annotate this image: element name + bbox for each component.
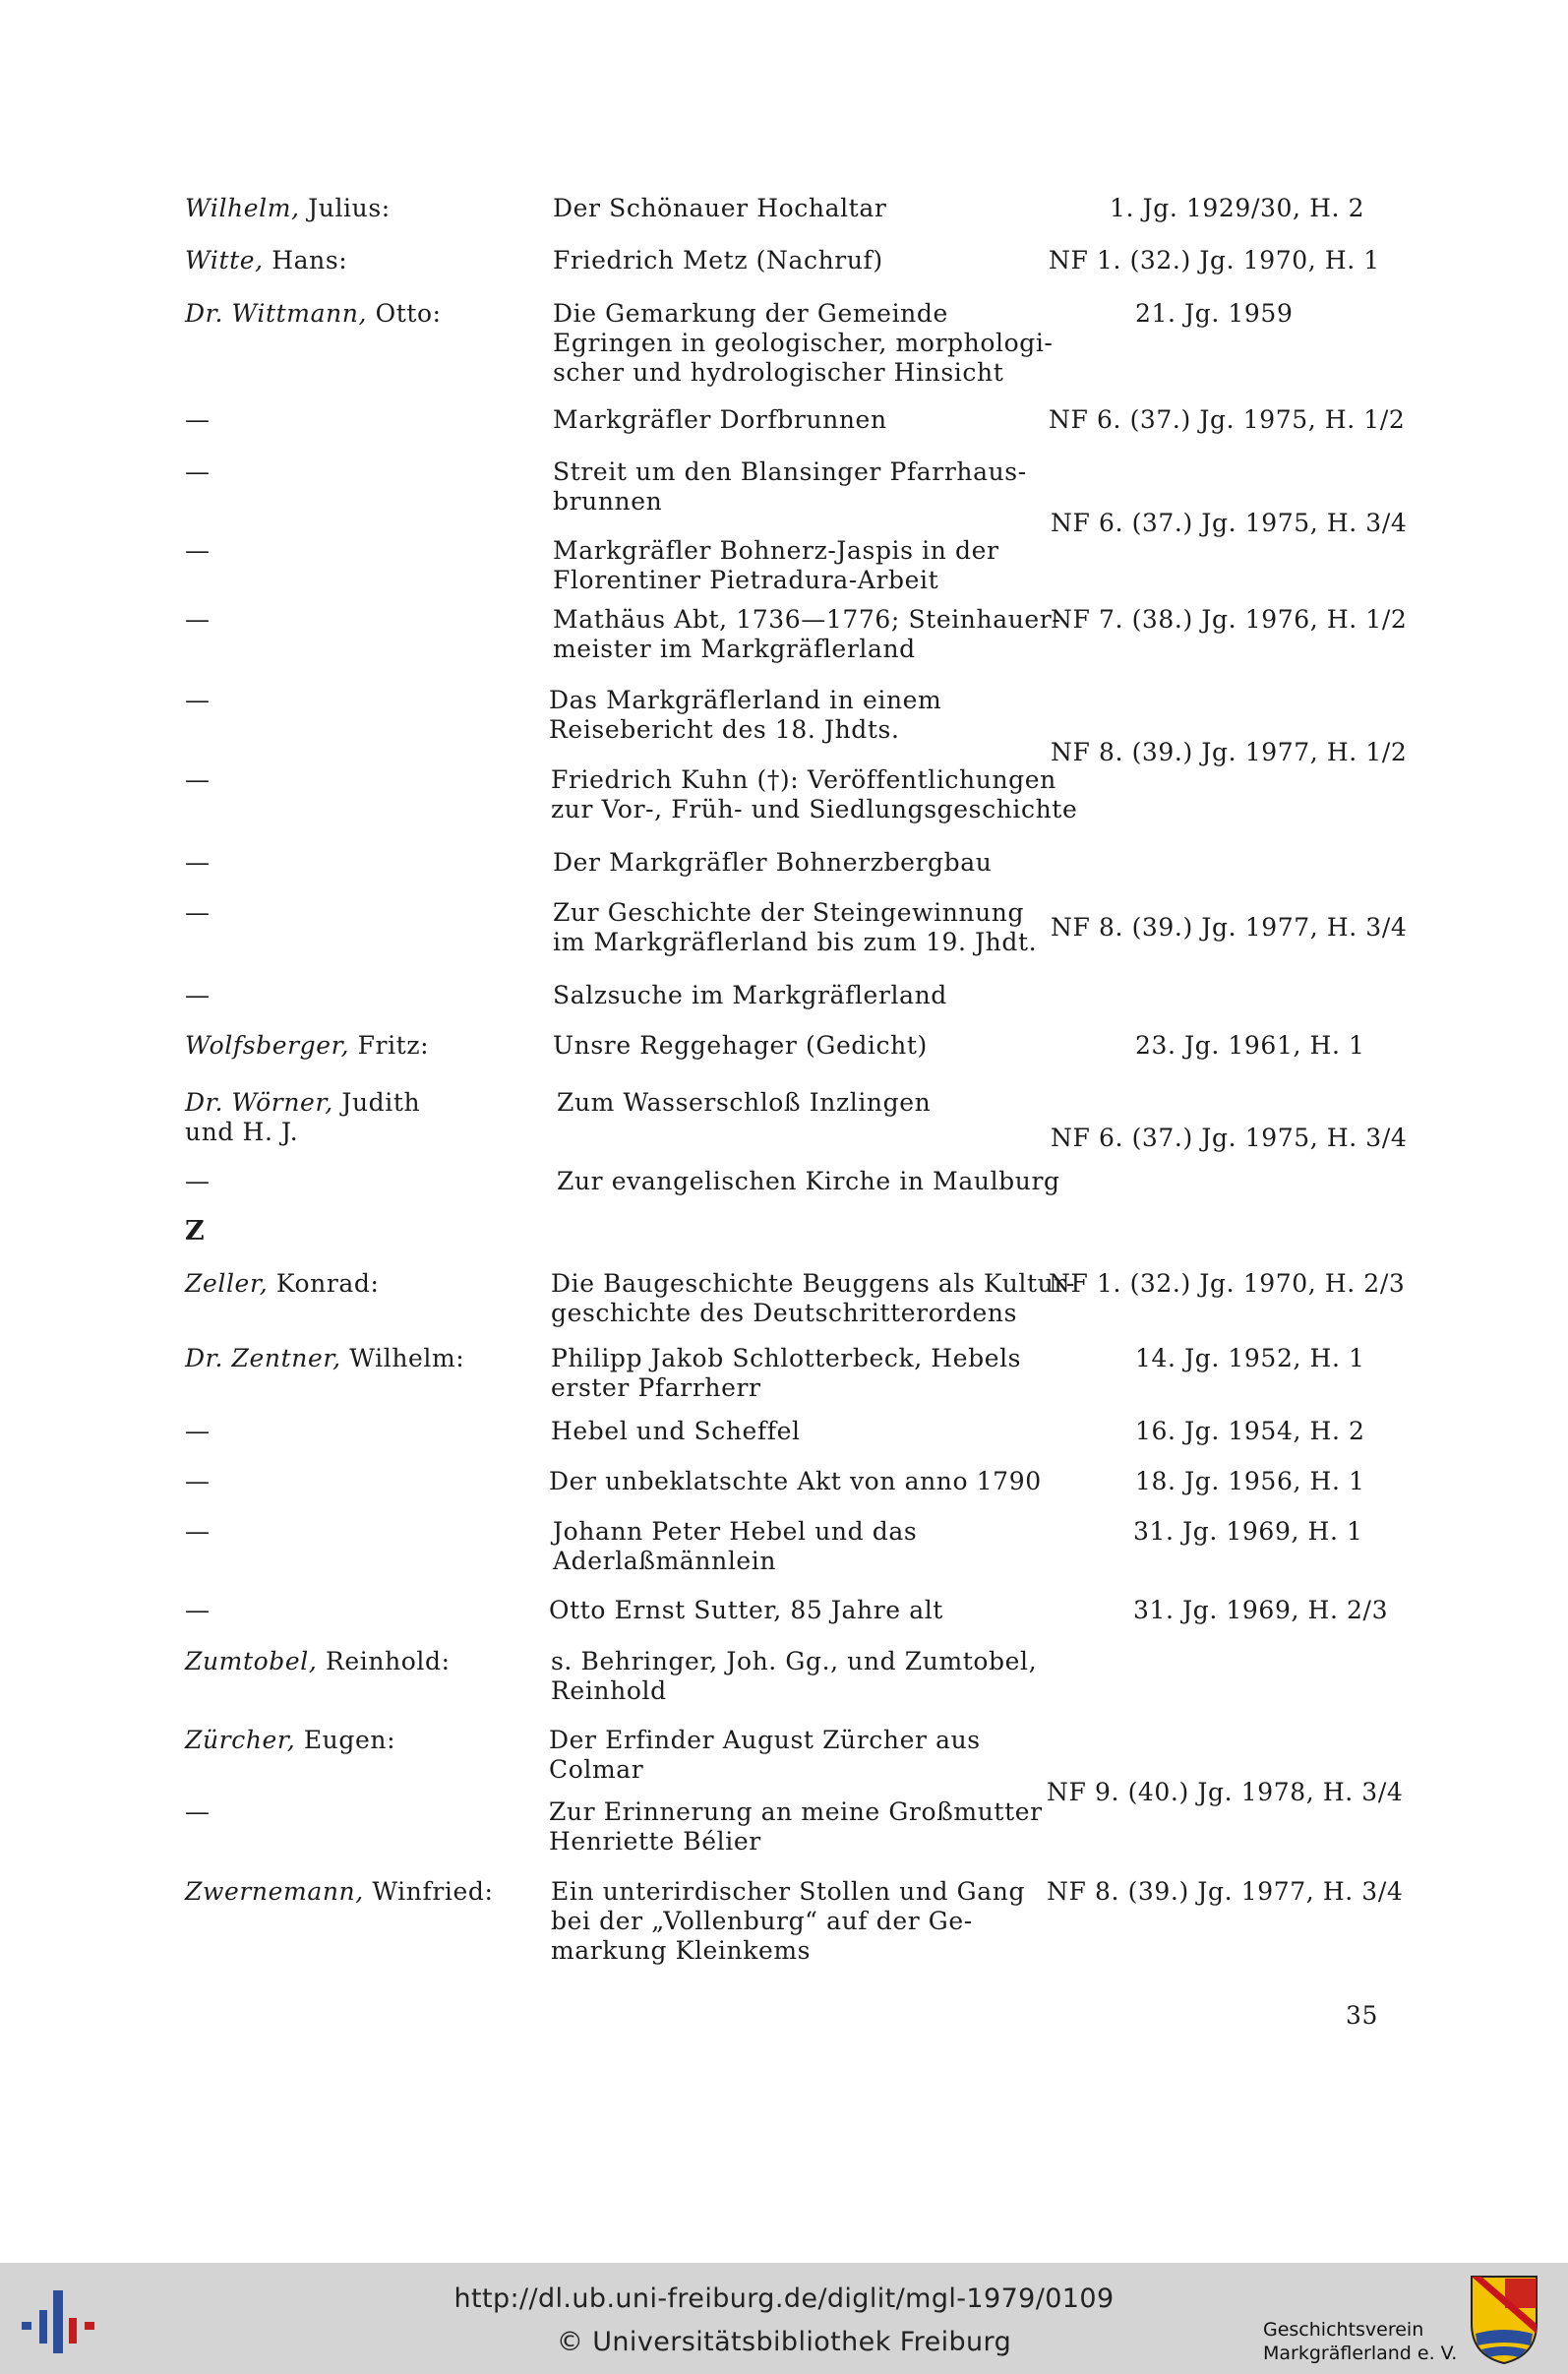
- author-given-name: Hans:: [271, 246, 348, 274]
- author-name: [185, 1647, 539, 1676]
- author-given-name: Winfried:: [372, 1877, 494, 1906]
- ditto-dash: —: [185, 457, 211, 486]
- article-title: Der unbeklatschte Akt von anno 1790: [549, 1467, 1042, 1495]
- title-line: Die Gemarkung der Gemeinde: [553, 299, 948, 328]
- author-surname: Zumtobel,: [185, 1647, 318, 1675]
- title-line: meister im Markgräflerland: [553, 635, 916, 663]
- society-name: [1263, 2318, 1457, 2365]
- title-line: Die Baugeschichte Beuggens als Kultur-: [551, 1269, 1075, 1298]
- title-line: s. Behringer, Joh. Gg., und Zumtobel,: [551, 1647, 1038, 1675]
- ditto-dash: —: [185, 1596, 211, 1624]
- ditto-dash: —: [185, 1417, 211, 1445]
- title-line: Streit um den Blansinger Pfarrhaus-: [553, 457, 1027, 486]
- title-line: Aderlaßmännlein: [553, 1547, 777, 1575]
- author-name: [185, 194, 539, 223]
- title-line: Henriette Bélier: [549, 1827, 761, 1856]
- issue-reference: 21. Jg. 1959: [1135, 299, 1294, 328]
- author-prefix: Dr.: [185, 299, 223, 328]
- author-prefix: Dr.: [185, 1088, 223, 1117]
- article-title: Markgräfler Dorfbrunnen: [553, 405, 887, 434]
- ditto-dash: —: [185, 405, 211, 434]
- coat-of-arms-icon: [1470, 2275, 1538, 2365]
- author-name: [185, 1031, 539, 1061]
- author-given-name: Reinhold:: [325, 1647, 451, 1675]
- author-given-name: Konrad:: [275, 1269, 380, 1298]
- ditto-dash: —: [185, 1167, 211, 1195]
- title-line: Johann Peter Hebel und das: [553, 1517, 918, 1546]
- society-name-line: Markgräflerland e. V.: [1263, 2343, 1458, 2364]
- article-title: Zur evangelischen Kirche in Maulburg: [557, 1167, 1060, 1195]
- author-surname: Zentner,: [231, 1344, 341, 1372]
- issue-reference: NF 6. (37.) Jg. 1975, H. 3/4: [1051, 1124, 1408, 1152]
- title-line: Ein unterirdischer Stollen und Gang: [551, 1877, 1026, 1906]
- author-surname: Zürcher,: [185, 1726, 296, 1754]
- article-title: Zum Wasserschloß Inzlingen: [557, 1088, 932, 1117]
- issue-reference: 14. Jg. 1952, H. 1: [1135, 1344, 1365, 1372]
- author-name: [185, 1269, 539, 1299]
- author-given-name-cont: und H. J.: [185, 1118, 299, 1146]
- author-surname: Wolfsberger,: [185, 1031, 350, 1060]
- author-name: [185, 1088, 539, 1147]
- ditto-dash: —: [185, 898, 211, 927]
- title-line: im Markgräflerland bis zum 19. Jhdt.: [553, 928, 1038, 956]
- title-line: brunnen: [553, 487, 663, 516]
- title-line: markung Kleinkems: [551, 1936, 812, 1965]
- title-line: Der Erfinder August Zürcher aus: [549, 1726, 981, 1754]
- page-number: 35: [1346, 2001, 1379, 2030]
- library-footer: [0, 2263, 1568, 2374]
- title-line: Zur Erinnerung an meine Großmutter: [549, 1797, 1043, 1826]
- title-line: erster Pfarrherr: [551, 1373, 761, 1402]
- issue-reference: NF 6. (37.) Jg. 1975, H. 1/2: [1049, 405, 1406, 434]
- ditto-dash: —: [185, 536, 211, 565]
- article-title: [553, 457, 1045, 517]
- issue-reference: NF 8. (39.) Jg. 1977, H. 3/4: [1051, 913, 1408, 942]
- issue-reference: 31. Jg. 1969, H. 1: [1133, 1517, 1363, 1546]
- article-title: [553, 536, 1045, 595]
- author-given-name: Julius:: [308, 194, 391, 222]
- article-title: [551, 1877, 1043, 1966]
- article-title: Der Schönauer Hochaltar: [553, 194, 887, 222]
- title-line: Florentiner Pietradura-Arbeit: [553, 566, 939, 594]
- article-title: [553, 299, 1054, 388]
- issue-reference: NF 1. (32.) Jg. 1970, H. 1: [1049, 246, 1380, 274]
- author-name: [185, 299, 539, 329]
- article-title: [553, 605, 1061, 664]
- issue-reference: 18. Jg. 1956, H. 1: [1135, 1467, 1365, 1495]
- title-line: Egringen in geologischer, morphologi-: [553, 329, 1054, 357]
- society-name-line: Geschichtsverein: [1263, 2319, 1424, 2341]
- article-title: [551, 1269, 1075, 1328]
- author-name: [185, 1726, 539, 1755]
- article-title: Salzsuche im Markgräflerland: [553, 981, 947, 1009]
- author-given-name: Otto:: [375, 299, 442, 328]
- article-title: [551, 765, 1078, 824]
- author-surname: Wörner,: [231, 1088, 333, 1117]
- title-line: zur Vor-, Früh- und Siedlungsgeschichte: [551, 795, 1078, 823]
- title-line: Markgräfler Bohnerz-Jaspis in der: [553, 536, 999, 565]
- issue-reference: NF 7. (38.) Jg. 1976, H. 1/2: [1051, 605, 1408, 634]
- issue-reference: NF 9. (40.) Jg. 1978, H. 3/4: [1047, 1778, 1404, 1806]
- issue-reference: NF 6. (37.) Jg. 1975, H. 3/4: [1051, 509, 1408, 537]
- article-title: [549, 1797, 1041, 1857]
- author-given-name: Eugen:: [303, 1726, 396, 1754]
- author-name: [185, 1344, 539, 1373]
- article-title: Der Markgräfler Bohnerzbergbau: [553, 848, 993, 877]
- issue-reference: NF 8. (39.) Jg. 1977, H. 3/4: [1047, 1877, 1404, 1906]
- article-title: Friedrich Metz (Nachruf): [553, 246, 883, 274]
- document-url[interactable]: http://dl.ub.uni-freiburg.de/diglit/mgl-1979/0109: [453, 2283, 1115, 2314]
- ditto-dash: —: [185, 848, 211, 877]
- ditto-dash: —: [185, 605, 211, 634]
- copyright-notice: © Universitätsbibliothek Freiburg: [556, 2327, 1012, 2357]
- author-prefix: Dr.: [185, 1344, 223, 1372]
- article-title: [551, 1647, 1043, 1706]
- title-line: geschichte des Deutschritterordens: [551, 1299, 1018, 1327]
- issue-reference: 31. Jg. 1969, H. 2/3: [1133, 1596, 1389, 1624]
- title-line: Mathäus Abt, 1736—1776; Steinhauer-: [553, 605, 1061, 634]
- issue-reference: NF 1. (32.) Jg. 1970, H. 2/3: [1049, 1269, 1406, 1298]
- author-surname: Wilhelm,: [185, 194, 300, 222]
- article-title: Hebel und Scheffel: [551, 1417, 801, 1445]
- author-given-name: Judith: [341, 1088, 421, 1117]
- issue-reference: 23. Jg. 1961, H. 1: [1135, 1031, 1365, 1060]
- title-line: scher und hydrologischer Hinsicht: [553, 358, 1004, 387]
- article-title: [553, 1517, 1045, 1576]
- title-line: Das Markgräflerland in einem: [549, 686, 942, 714]
- author-name: [185, 246, 539, 275]
- title-line: Colmar: [549, 1755, 644, 1784]
- author-surname: Zwernemann,: [185, 1877, 364, 1906]
- title-line: Reinhold: [551, 1676, 667, 1705]
- ditto-dash: —: [185, 686, 211, 714]
- article-title: [553, 898, 1045, 957]
- article-title: Unsre Reggehager (Gedicht): [553, 1031, 928, 1060]
- issue-reference: NF 8. (39.) Jg. 1977, H. 1/2: [1051, 738, 1408, 766]
- issue-reference: 16. Jg. 1954, H. 2: [1135, 1417, 1365, 1445]
- ditto-dash: —: [185, 1797, 211, 1826]
- ditto-dash: —: [185, 765, 211, 794]
- author-name: [185, 1877, 539, 1907]
- section-letter: Z: [185, 1216, 206, 1247]
- title-line: Philipp Jakob Schlotterbeck, Hebels: [551, 1344, 1022, 1372]
- ditto-dash: —: [185, 1467, 211, 1495]
- title-line: Friedrich Kuhn (†): Veröffentlichungen: [551, 765, 1056, 794]
- title-line: Zur Geschichte der Steingewinnung: [553, 898, 1025, 927]
- title-line: Reisebericht des 18. Jhdts.: [549, 715, 900, 744]
- ditto-dash: —: [185, 981, 211, 1009]
- author-given-name: Wilhelm:: [349, 1344, 465, 1372]
- author-given-name: Fritz:: [357, 1031, 430, 1060]
- article-title: [549, 1726, 1041, 1785]
- article-title: [549, 686, 1041, 745]
- ditto-dash: —: [185, 1517, 211, 1546]
- author-surname: Witte,: [185, 246, 264, 274]
- author-surname: Zeller,: [185, 1269, 269, 1298]
- article-title: [551, 1344, 1043, 1403]
- title-line: bei der „Vollenburg“ auf der Ge-: [551, 1907, 973, 1935]
- issue-reference: 1. Jg. 1929/30, H. 2: [1110, 194, 1365, 222]
- author-surname: Wittmann,: [231, 299, 368, 328]
- article-title: Otto Ernst Sutter, 85 Jahre alt: [549, 1596, 943, 1624]
